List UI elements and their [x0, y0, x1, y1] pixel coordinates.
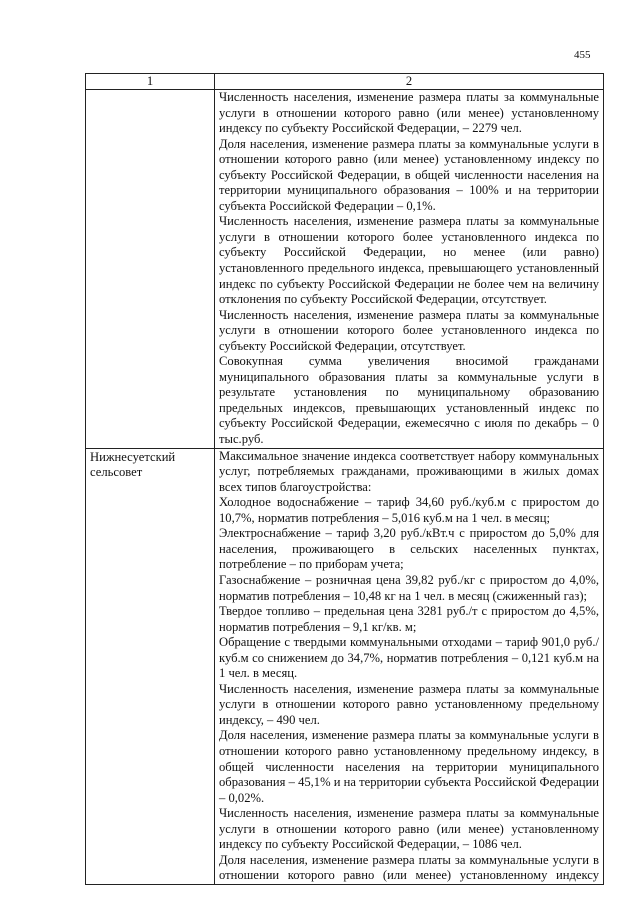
paragraph: Численность населения, изменение размера платы за коммунальные услуги в отношении которого более установленного индекса по субъекту Российской Федерации, но менее (или равно) установленного предельного индекса, превышающего установленный индекс по субъекту Российской Федерации не более чем на величину отклонения по субъекту Российской Федерации, отсутствует. — [219, 214, 599, 307]
paragraph: Численность населения, изменение размера платы за коммунальные услуги в отношении которого равно установленному предельному индексу, – 490 чел. — [219, 681, 599, 727]
paragraph: Холодное водоснабжение – тариф 34,60 руб./куб.м с приростом до 10,7%, норматив потребления – 5,016 куб.м на 1 чел. в месяц; — [219, 495, 599, 525]
paragraph: Доля населения, изменение размера платы за коммунальные услуги в отношении которого равно установленному предельному индексу, в общей численности населения на территории муниципального образования – 45,1% и на территории субъекта Российской Федерации – 0,02%. — [219, 728, 599, 805]
paragraph: Твердое топливо – предельная цена 3281 руб./т с приростом до 4,5%, норматив потребления – 9,1 кг/кв. м; — [219, 604, 599, 634]
content-cell — [215, 448, 604, 884]
page-number: 455 — [574, 49, 591, 61]
paragraph: Максимальное значение индекса соответствует набору коммунальных услуг, потребляемых гражданами, проживающими в жилых домах всех типов благоустройства: — [219, 448, 599, 494]
paragraph: Газоснабжение – розничная цена 39,82 руб./кг с приростом до 4,0%, норматив потребления – 10,48 кг на 1 чел. в месяц (сжиженный газ); — [219, 572, 599, 603]
paragraph: Численность населения, изменение размера платы за коммунальные услуги в отношении которого более установленного индекса по субъекту Российской Федерации, отсутствует. — [219, 307, 599, 353]
content-cell — [215, 90, 604, 449]
region-cell — [86, 90, 215, 449]
table-header-row — [86, 74, 604, 90]
column-header-1: 1 — [86, 74, 215, 90]
paragraph: Совокупная сумма увеличения вносимой гражданами муниципального образования платы за коммунальные услуги в результате установления по муниципальному образованию предельных индексов, превышающих установленный индекс по субъекту Российской Федерации, ежемесячно с июля по декабрь – 0 тыс.руб. — [219, 354, 599, 447]
paragraph: Электроснабжение – тариф 3,20 руб./кВт.ч с приростом до 5,0% для населения, проживающего в сельских населенных пунктах, потребление – по приборам учета; — [219, 526, 599, 572]
table-row — [86, 448, 604, 884]
paragraph: Доля населения, изменение размера платы за коммунальные услуги в отношении которого равно (или менее) установленному индексу — [219, 852, 599, 883]
table-row — [86, 90, 604, 449]
paragraph: Численность населения, изменение размера платы за коммунальные услуги в отношении которого равно (или менее) установленному индексу по субъекту Российской Федерации, – 2279 чел. — [219, 90, 599, 136]
paragraph: Доля населения, изменение размера платы за коммунальные услуги в отношении которого равно (или менее) установленному индексу по субъекту Российской Федерации, в общей численности населения на территории муниципального образования – 100% и на территории субъекта Российской Федерации – 0,1%. — [219, 136, 599, 213]
region-cell: Нижнесуетский сельсовет — [86, 448, 215, 884]
column-header-2: 2 — [215, 74, 604, 90]
paragraph: Обращение с твердыми коммунальными отходами – тариф 901,0 руб./куб.м со снижением до 34,7%, норматив потребления – 0,121 куб.м на 1 чел. в месяц. — [219, 635, 599, 681]
data-table — [85, 73, 604, 885]
paragraph: Численность населения, изменение размера платы за коммунальные услуги в отношении которого равно (или менее) установленному индексу по субъекту Российской Федерации, – 1086 чел. — [219, 806, 599, 852]
